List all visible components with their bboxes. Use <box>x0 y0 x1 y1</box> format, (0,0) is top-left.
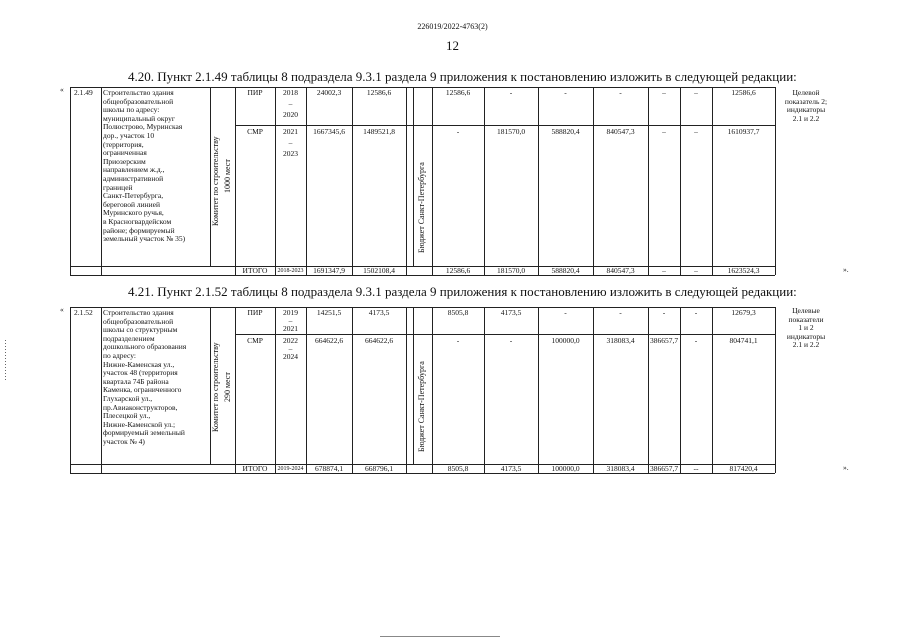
total-years: 2019-2024 <box>277 466 304 472</box>
year-dash: – <box>288 344 293 353</box>
year6-value: – <box>694 127 698 136</box>
description-line: Нижне-Каменской ул.; <box>103 419 176 429</box>
year2-value: 4173,5 <box>500 308 522 317</box>
description-line: подразделением <box>103 333 155 343</box>
target-line: 1 и 2 <box>798 323 814 333</box>
year-end: 2020 <box>283 110 298 119</box>
year5-value: - <box>662 308 666 317</box>
description-line: Приозерским <box>103 156 146 166</box>
year-start: 2021 <box>283 127 298 136</box>
year2-value: 181570,0 <box>496 127 526 136</box>
year-dash: – <box>288 316 293 325</box>
prior-financing: 1489521,8 <box>363 127 395 136</box>
year1-value: - <box>456 336 460 345</box>
total-label: ИТОГО <box>242 464 268 473</box>
customer-label: Комитет по строительству <box>211 136 220 226</box>
page-number: 12 <box>446 38 459 53</box>
total-year6: – <box>694 266 698 275</box>
target-indicators <box>775 307 837 350</box>
total-prior: 668796,1 <box>364 464 394 473</box>
year4-value: 318083,4 <box>606 336 635 345</box>
description-line: Глухарской ул., <box>103 393 153 403</box>
description-line: школы по адресу: <box>103 105 160 115</box>
description-line: школы со структурным <box>103 325 178 335</box>
year4-value: - <box>619 308 622 317</box>
description-line: административной <box>103 173 164 183</box>
description-line: Плесецкой ул., <box>103 411 151 421</box>
description-line: муниципальный округ <box>103 113 175 123</box>
description-line: Полюстрово, Муринская <box>103 122 183 132</box>
target-line: 2.1 и 2.2 <box>792 113 820 123</box>
row-sum: 1610937,7 <box>727 127 760 136</box>
year1-value: 8505,8 <box>447 308 469 317</box>
total-sum: 817420,4 <box>729 464 758 473</box>
work-type-pir: ПИР <box>247 88 263 97</box>
total-year2: 181570,0 <box>496 266 526 275</box>
description-line: дошкольного образования <box>103 342 187 352</box>
year-end: 2021 <box>283 324 298 333</box>
prior-financing: 664622,6 <box>364 336 394 345</box>
target-line: показатель 2; <box>784 96 828 106</box>
work-type-smr: СМР <box>247 127 263 136</box>
year-start: 2019 <box>283 308 298 317</box>
target-line: 2.1 и 2.2 <box>792 340 820 350</box>
description-line: районе; формируемый <box>103 225 175 235</box>
year-start: 2022 <box>283 336 298 345</box>
year6-value: – <box>694 88 698 97</box>
description-line: (территория, <box>103 139 144 149</box>
open-quote: « <box>60 305 64 314</box>
capacity-label: 290 мест <box>223 372 232 402</box>
year-end: 2023 <box>283 149 298 158</box>
section-heading-4-21: 4.21. Пункт 2.1.52 таблицы 8 подраздела 9.3.1 раздела 9 приложения к постановлению изложить в следующей редакции: <box>128 284 797 299</box>
section-heading-4-20: 4.20. Пункт 2.1.49 таблицы 8 подраздела 9.3.1 раздела 9 приложения к постановлению изложить в следующей редакции: <box>128 69 797 84</box>
year1-value: 12586,6 <box>445 88 471 97</box>
work-type-smr: СМР <box>247 336 263 345</box>
close-quote: ». <box>843 463 849 472</box>
total-year4: 318083,4 <box>606 464 635 473</box>
description-line: Нижне-Каменская ул., <box>103 359 175 369</box>
year3-value: 588820,4 <box>551 127 580 136</box>
scan-mark <box>5 340 6 380</box>
total-year1: 8505,8 <box>447 464 469 473</box>
description-line: общеобразовательной <box>103 316 174 326</box>
total-year3: 100000,0 <box>551 464 580 473</box>
description-line: квартала 74Б района <box>103 376 169 386</box>
year6-value: - <box>694 336 698 345</box>
year-start: 2018 <box>283 88 298 97</box>
estimated-cost: 24002,3 <box>316 88 342 97</box>
description-line: общеобразовательной <box>103 96 174 106</box>
scan-mark-bottom <box>380 636 500 637</box>
description-line: Санкт-Петербурга, <box>103 191 164 201</box>
year3-value: - <box>564 88 567 97</box>
target-indicators <box>775 89 837 123</box>
estimated-cost: 14251,5 <box>316 308 342 317</box>
customer-label: Комитет по строительству <box>211 342 220 432</box>
year5-value: – <box>662 88 666 97</box>
item-number: 2.1.49 <box>74 88 93 97</box>
year5-value: 386657,7 <box>649 336 679 345</box>
close-quote: ». <box>843 265 849 274</box>
description-line: направлением ж.д., <box>103 165 165 175</box>
total-year5: 386657,7 <box>649 464 679 473</box>
total-year4: 840547,3 <box>606 266 635 275</box>
year2-value: - <box>509 88 513 97</box>
year5-value: – <box>662 127 666 136</box>
description-line: ограниченная <box>103 148 147 158</box>
year-end: 2024 <box>283 352 298 361</box>
total-label: ИТОГО <box>242 266 268 275</box>
estimated-cost: 1667345,6 <box>313 127 345 136</box>
description-line: Строительство здания <box>103 308 174 317</box>
target-line: Целевые <box>792 306 820 315</box>
total-cost: 1691347,9 <box>313 266 345 275</box>
total-cost: 678874,1 <box>314 464 344 473</box>
document-number: 226019/2022-4763(2) <box>417 22 488 31</box>
description-line: Каменка, ограниченного <box>103 385 182 395</box>
total-year2: 4173,5 <box>500 464 522 473</box>
total-sum: 1623524,3 <box>727 266 760 275</box>
work-type-pir: ПИР <box>247 308 263 317</box>
target-line: индикаторы <box>786 105 826 115</box>
description-line: дор., участок 10 <box>103 130 155 140</box>
description-line: Строительство здания <box>103 88 174 97</box>
total-year6: -- <box>693 464 699 473</box>
target-line: показатели <box>788 314 824 324</box>
description-line: границей <box>103 182 133 192</box>
year-dash: – <box>288 138 293 147</box>
total-years: 2018-2023 <box>277 268 304 274</box>
description-line: по адресу: <box>103 350 137 360</box>
budget-source-label: Бюджет Санкт-Петербурга <box>417 162 426 253</box>
year1-value: - <box>456 127 460 136</box>
estimated-cost: 664622,6 <box>314 336 344 345</box>
item-number: 2.1.52 <box>74 308 93 317</box>
total-year5: – <box>662 266 666 275</box>
description-line: в Красногвардейском <box>103 216 172 226</box>
description-line: участок № 4) <box>103 436 145 446</box>
prior-financing: 12586,6 <box>366 88 392 97</box>
description-line: береговой линией <box>103 199 161 209</box>
total-year3: 588820,4 <box>551 266 580 275</box>
capacity-label: 1000 мест <box>223 159 232 193</box>
row-sum: 12679,3 <box>731 308 756 317</box>
target-line: индикаторы <box>786 331 826 341</box>
target-line: Целевой <box>792 88 820 97</box>
year-dash: – <box>288 99 293 108</box>
object-description <box>103 309 186 447</box>
row-sum: 804741,1 <box>729 336 758 345</box>
budget-source-label: Бюджет Санкт-Петербурга <box>417 361 426 452</box>
description-line: земельный участок № 35) <box>103 234 186 244</box>
total-year1: 12586,6 <box>445 266 471 275</box>
prior-financing: 4173,5 <box>368 308 390 317</box>
description-line: участок 48 (территория <box>103 368 178 378</box>
description-line: Муринского ручья, <box>103 208 164 218</box>
row-sum: 12586,6 <box>731 88 756 97</box>
description-line: пр.Авиаконструкторов, <box>103 402 178 412</box>
object-description <box>103 89 185 244</box>
year2-value: - <box>509 336 513 345</box>
year6-value: - <box>694 308 698 317</box>
year4-value: 840547,3 <box>606 127 635 136</box>
total-prior: 1502108,4 <box>363 266 395 275</box>
year4-value: - <box>619 88 622 97</box>
open-quote: « <box>60 85 64 94</box>
year3-value: - <box>564 308 567 317</box>
year3-value: 100000,0 <box>551 336 580 345</box>
description-line: формируемый земельный <box>103 428 185 438</box>
